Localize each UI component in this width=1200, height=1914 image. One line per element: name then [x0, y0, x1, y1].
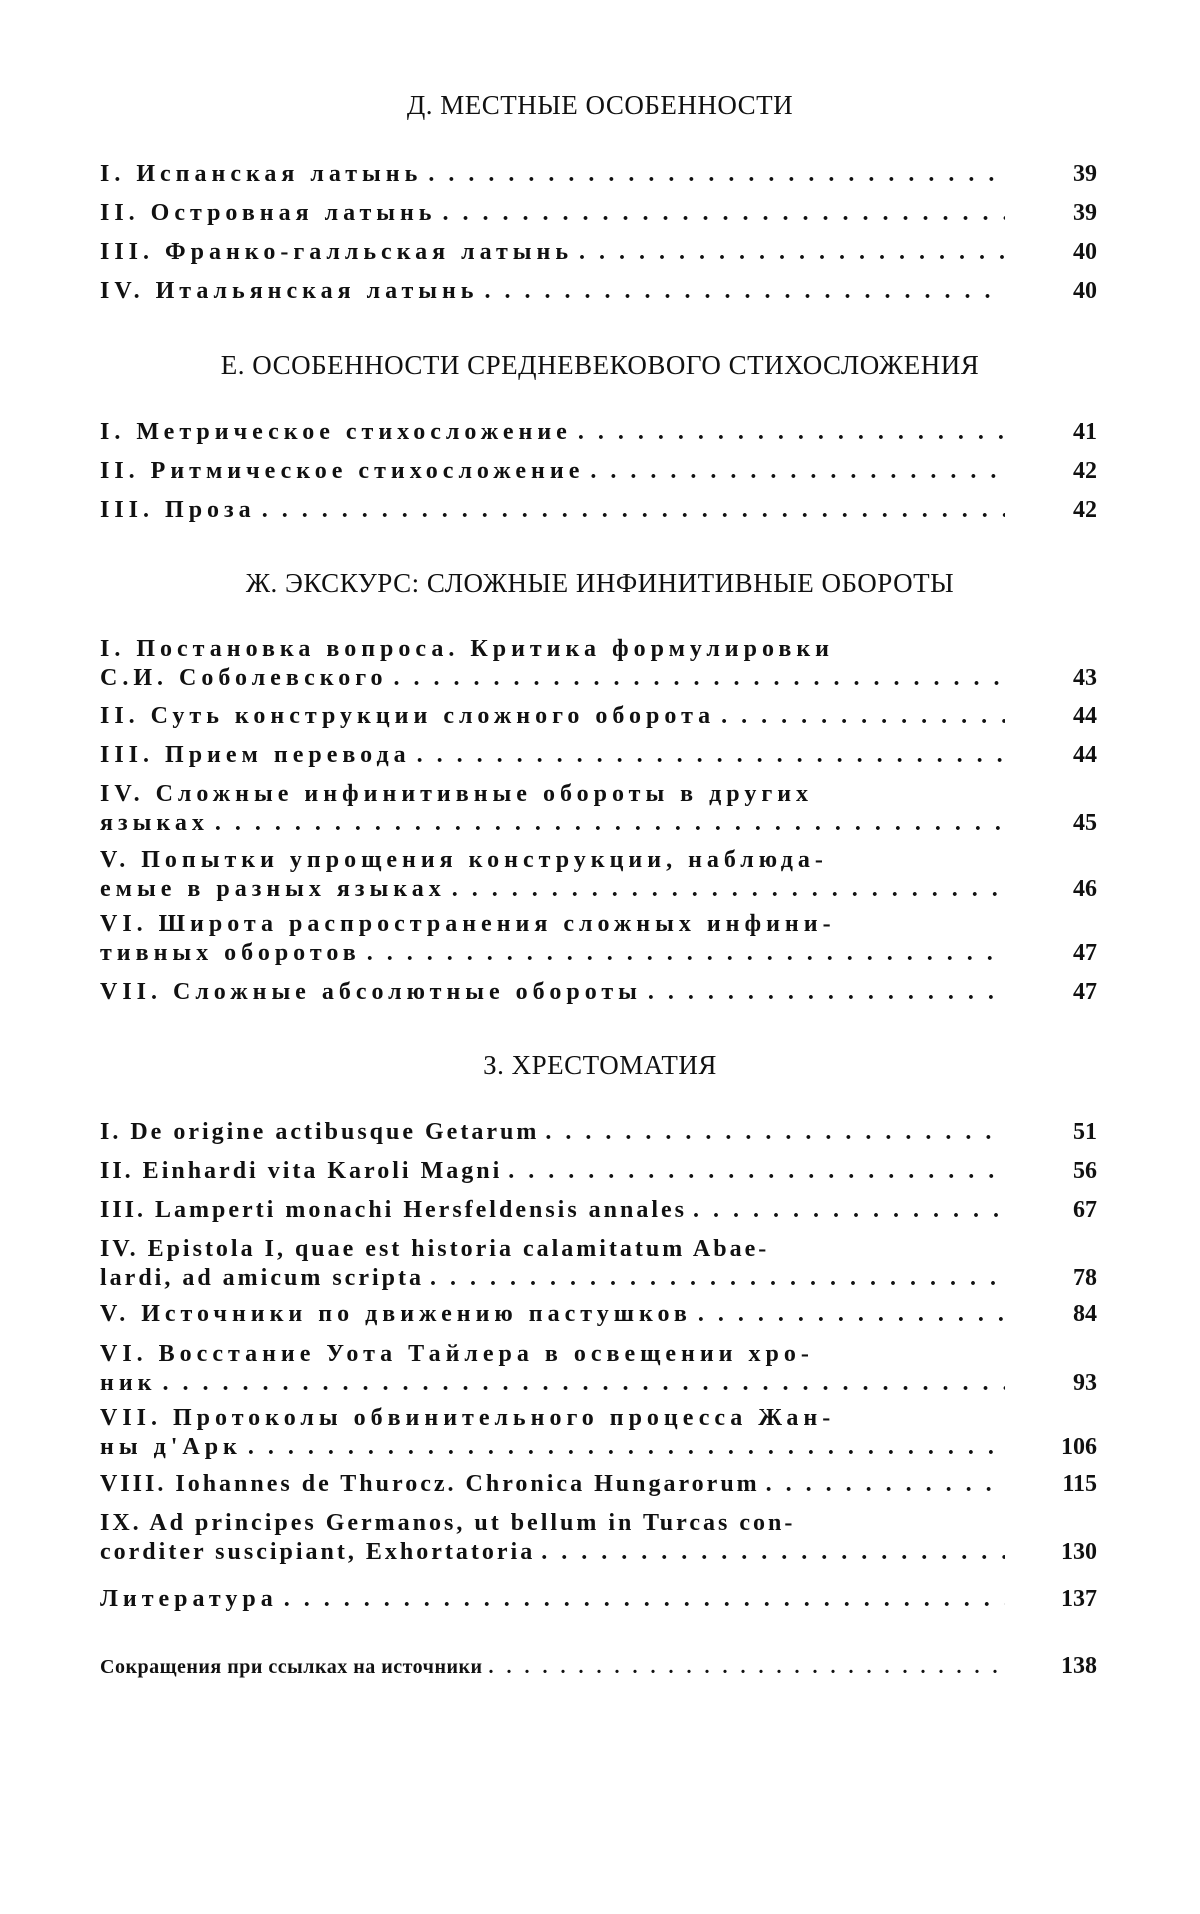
toc-entry	[100, 496, 1097, 525]
entry-title-line-2: ник	[100, 1370, 157, 1396]
dot-leader	[766, 1470, 1005, 1499]
toc-entry	[100, 1509, 1097, 1567]
page-number: 39	[1073, 161, 1097, 187]
toc-entry	[100, 702, 1097, 731]
dot-leader	[452, 875, 1005, 904]
entry-title: IV. Итальянская латынь	[100, 278, 479, 304]
entry-title-line-2: ны д'Арк	[100, 1434, 242, 1460]
page-number: 39	[1073, 200, 1097, 226]
entry-title: I. Испанская латынь	[100, 161, 423, 187]
dot-leader	[578, 418, 1005, 447]
page-number: 84	[1073, 1301, 1097, 1327]
page-number: 138	[1061, 1653, 1097, 1679]
entry-title: III. Lamperti monachi Hersfeldensis annales	[100, 1197, 688, 1223]
entry-title-line-2: С.И. Соболевского	[100, 665, 388, 691]
dot-leader	[693, 1196, 1005, 1225]
page-number: 78	[1073, 1265, 1097, 1291]
page-number: 67	[1073, 1197, 1097, 1223]
toc-entry	[100, 160, 1097, 189]
toc-entry	[100, 780, 1097, 838]
entry-title-line-2: тивных оборотов	[100, 940, 361, 966]
dot-leader	[248, 1433, 1005, 1462]
entry-title: I. Метрическое стихосложение	[100, 419, 572, 445]
entry-title: I. De origine actibusque Getarum	[100, 1119, 540, 1145]
entry-title: Литература	[100, 1586, 278, 1612]
dot-leader	[541, 1538, 1005, 1567]
toc-entry	[100, 1300, 1097, 1329]
entry-title-line-1: VI. Широта распространения сложных инфини-	[100, 911, 836, 937]
toc-entry	[100, 1196, 1097, 1225]
page-number: 42	[1073, 497, 1097, 523]
entry-title-line-1: IV. Сложные инфинитивные обороты в других	[100, 781, 814, 807]
page-number: 93	[1073, 1370, 1097, 1396]
section-heading: З. ХРЕСТОМАТИЯ	[483, 1050, 717, 1080]
page-number: 40	[1073, 278, 1097, 304]
dot-leader	[698, 1300, 1005, 1329]
toc-entry	[100, 741, 1097, 770]
page-number: 47	[1073, 979, 1097, 1005]
dot-leader	[394, 664, 1005, 693]
toc-entry-abbreviations	[100, 1652, 1097, 1682]
dot-leader	[215, 809, 1005, 838]
toc-entry	[100, 199, 1097, 228]
entry-title-line-1: V. Попытки упрощения конструкции, наблюда-	[100, 847, 828, 873]
page-number: 47	[1073, 940, 1097, 966]
dot-leader	[417, 741, 1005, 770]
entry-title-line-1: I. Постановка вопроса. Критика формулировки	[100, 636, 834, 662]
dot-leader	[262, 496, 1005, 525]
entry-title-line-1: IV. Epistola I, quae est historia calamitatum Abae-	[100, 1236, 770, 1262]
page-number: 56	[1073, 1158, 1097, 1184]
toc-entry	[100, 978, 1097, 1007]
dot-leader	[545, 1118, 1005, 1147]
toc-entry	[100, 457, 1097, 486]
page-number: 41	[1073, 419, 1097, 445]
dot-leader	[367, 939, 1005, 968]
entry-title: VII. Сложные абсолютные обороты	[100, 979, 642, 1005]
entry-title: II. Суть конструкции сложного оборота	[100, 703, 716, 729]
page-number: 115	[1062, 1471, 1097, 1497]
page-number: 44	[1073, 703, 1097, 729]
toc-entry	[100, 1340, 1097, 1398]
entry-title: III. Проза	[100, 497, 256, 523]
dot-leader	[648, 978, 1005, 1007]
entry-title-line-1: VII. Протоколы обвинительного процесса Жан-	[100, 1405, 836, 1431]
entry-title: II. Ритмическое стихосложение	[100, 458, 585, 484]
toc-entry	[100, 1235, 1097, 1293]
entry-title-line-1: IX. Ad principes Germanos, ut bellum in Turcas con-	[100, 1510, 796, 1536]
dot-leader	[162, 1369, 1005, 1398]
dot-leader	[430, 1264, 1005, 1293]
section-heading: Е. ОСОБЕННОСТИ СРЕДНЕВЕКОВОГО СТИХОСЛОЖЕНИЯ	[220, 350, 980, 380]
page-number: 46	[1073, 876, 1097, 902]
entry-title: Сокращения при ссылках на источники	[100, 1656, 483, 1678]
toc-entry	[100, 277, 1097, 306]
toc-entry-literature	[100, 1585, 1097, 1614]
dot-leader	[579, 238, 1005, 267]
dot-leader	[489, 1653, 1005, 1682]
dot-leader	[508, 1157, 1005, 1186]
entry-title-line-2: языках	[100, 810, 209, 836]
page-number: 44	[1073, 742, 1097, 768]
toc-entry	[100, 1404, 1097, 1462]
entry-title: III. Франко-галльская латынь	[100, 239, 574, 265]
dot-leader	[428, 160, 1005, 189]
toc-entry	[100, 846, 1097, 904]
entry-title: III. Прием перевода	[100, 742, 411, 768]
toc-entry	[100, 238, 1097, 267]
entry-title: II. Einhardi vita Karoli Magni	[100, 1158, 503, 1184]
page-number: 51	[1073, 1119, 1097, 1145]
dot-leader	[443, 199, 1006, 228]
dot-leader	[721, 702, 1005, 731]
page-number: 40	[1073, 239, 1097, 265]
entry-title-line-2: lardi, ad amicum scripta	[100, 1265, 424, 1291]
toc-entry	[100, 418, 1097, 447]
section-heading: Д. МЕСТНЫЕ ОСОБЕННОСТИ	[406, 90, 794, 120]
toc-entry	[100, 1470, 1097, 1499]
dot-leader	[590, 457, 1005, 486]
entry-title: V. Источники по движению пастушков	[100, 1301, 692, 1327]
toc-entry	[100, 635, 1097, 693]
toc-entry	[100, 1118, 1097, 1147]
entry-title-line-1: VI. Восстание Уота Тайлера в освещении хро-	[100, 1341, 814, 1367]
toc-entry	[100, 1157, 1097, 1186]
dot-leader	[284, 1585, 1005, 1614]
page-number: 106	[1061, 1434, 1097, 1460]
dot-leader	[485, 277, 1006, 306]
page-number: 43	[1073, 665, 1097, 691]
entry-title-line-2: corditer suscipiant, Exhortatoria	[100, 1539, 536, 1565]
section-heading: Ж. ЭКСКУРС: СЛОЖНЫЕ ИНФИНИТИВНЫЕ ОБОРОТЫ	[245, 568, 955, 598]
page-number: 42	[1073, 458, 1097, 484]
page-number: 130	[1061, 1539, 1097, 1565]
toc-entry	[100, 910, 1097, 968]
page-number: 45	[1073, 810, 1097, 836]
entry-title: VIII. Iohannes de Thurocz. Chronica Hungarorum	[100, 1471, 760, 1497]
page-number: 137	[1061, 1586, 1097, 1612]
entry-title: II. Островная латынь	[100, 200, 437, 226]
entry-title-line-2: емые в разных языках	[100, 876, 446, 902]
